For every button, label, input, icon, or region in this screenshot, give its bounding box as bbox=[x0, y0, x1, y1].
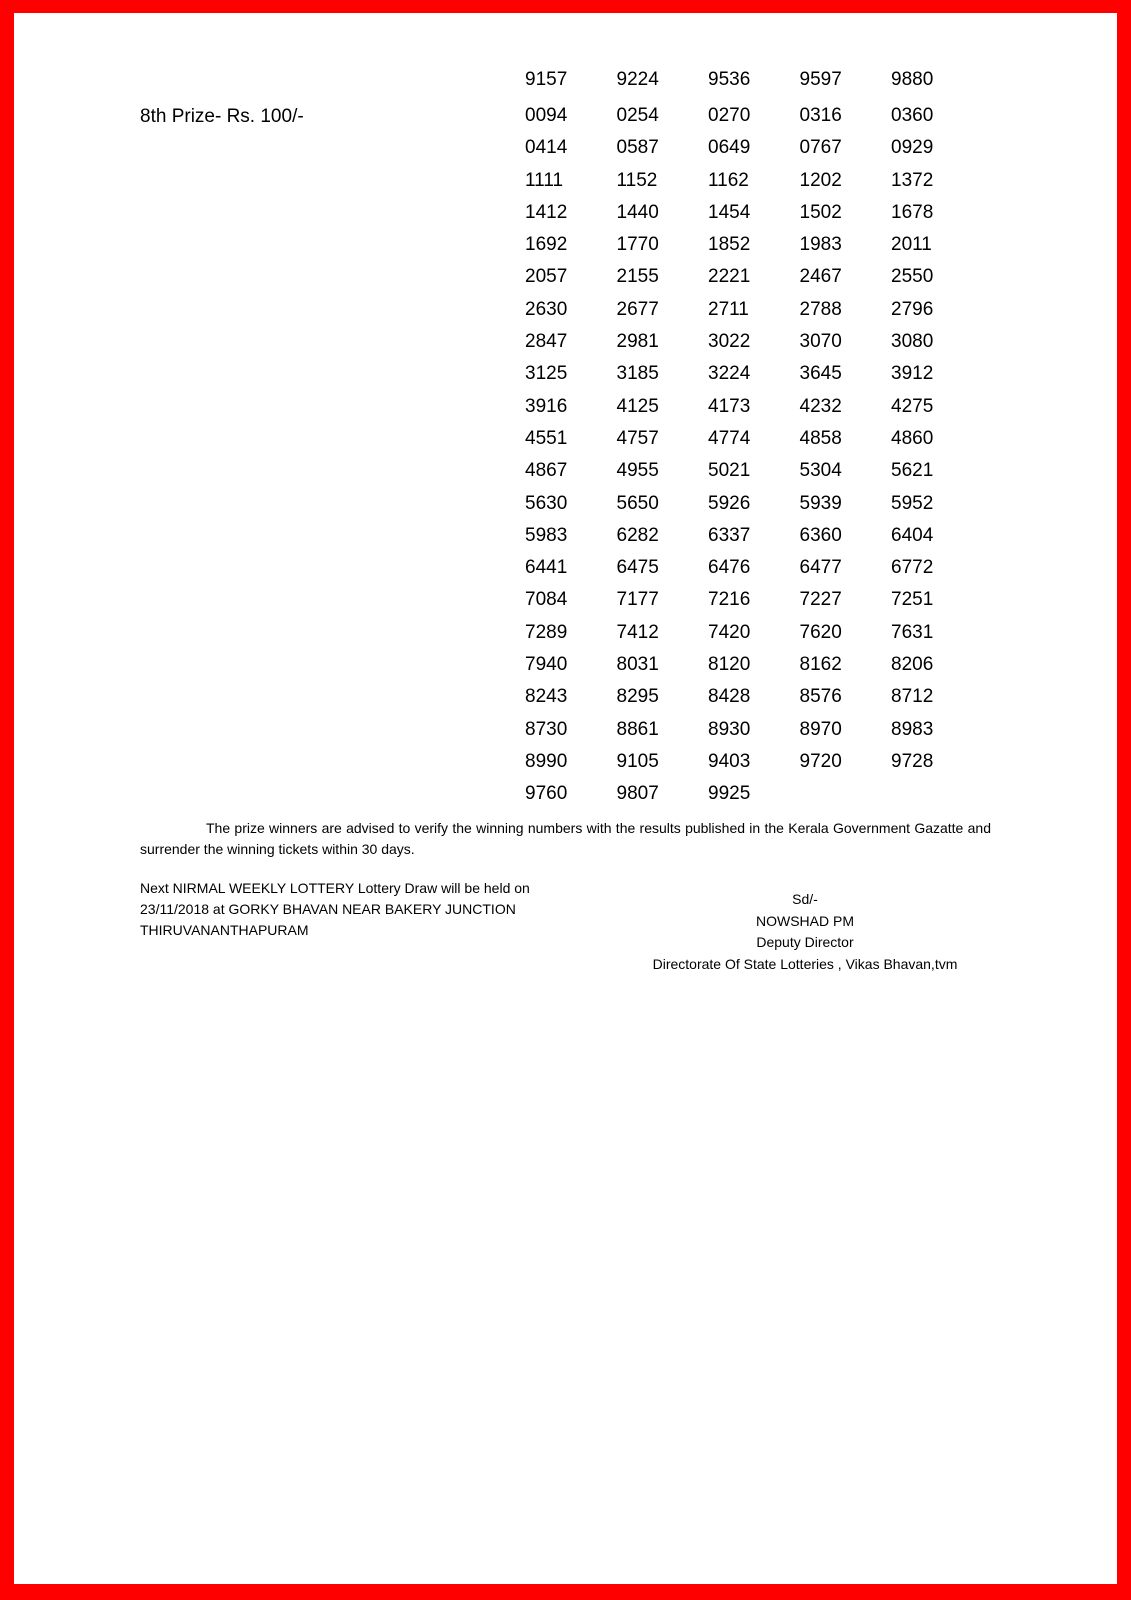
winning-numbers-grid bbox=[525, 102, 985, 813]
number-row bbox=[525, 296, 985, 328]
winning-number: 8428 bbox=[708, 686, 751, 708]
winning-number: 6441 bbox=[525, 557, 568, 579]
number-row bbox=[525, 619, 985, 651]
winning-number: 4173 bbox=[708, 395, 751, 417]
winning-number: 7251 bbox=[891, 589, 934, 611]
number-row bbox=[525, 425, 985, 457]
number-row bbox=[525, 328, 985, 360]
number-row bbox=[525, 134, 985, 166]
winning-number: 5650 bbox=[616, 492, 659, 514]
winning-number: 1202 bbox=[799, 169, 842, 191]
winning-number: 3080 bbox=[891, 331, 934, 353]
number-row bbox=[525, 586, 985, 618]
winning-number: 2155 bbox=[616, 266, 659, 288]
winning-number: 9157 bbox=[525, 69, 568, 90]
winning-number: 4774 bbox=[708, 427, 751, 449]
winning-number: 3022 bbox=[708, 331, 751, 353]
winning-number: 6475 bbox=[616, 557, 659, 579]
number-row bbox=[525, 263, 985, 295]
winning-number: 8031 bbox=[616, 654, 659, 676]
winning-number: 7620 bbox=[799, 621, 842, 643]
winning-number: 1770 bbox=[616, 234, 659, 256]
winning-number: 7940 bbox=[525, 654, 568, 676]
winning-number: 8983 bbox=[891, 718, 934, 740]
continued-numbers-row bbox=[525, 66, 983, 94]
winning-number: 9925 bbox=[708, 783, 751, 805]
number-row bbox=[525, 393, 985, 425]
winning-number: 8295 bbox=[616, 686, 659, 708]
winning-number: 0316 bbox=[799, 105, 842, 126]
winning-number: 2011 bbox=[891, 234, 932, 256]
winning-number: 9760 bbox=[525, 783, 568, 805]
winning-number: 7289 bbox=[525, 621, 568, 643]
signature-sd: Sd/- bbox=[792, 891, 818, 907]
winning-number: 2847 bbox=[525, 331, 568, 353]
winning-number: 5621 bbox=[891, 460, 934, 482]
winning-number: 2981 bbox=[616, 331, 659, 353]
winning-number: 0649 bbox=[708, 137, 751, 159]
winning-number: 5983 bbox=[525, 524, 568, 546]
number-row bbox=[525, 748, 985, 780]
winning-number: 4551 bbox=[525, 427, 568, 449]
winning-number: 7420 bbox=[708, 621, 751, 643]
winning-number: 2711 bbox=[708, 298, 749, 320]
winning-number: 1162 bbox=[708, 169, 749, 191]
prize-label-8th: 8th Prize- Rs. 100/- bbox=[140, 106, 304, 127]
winning-number: 6476 bbox=[708, 557, 751, 579]
winning-number: 3125 bbox=[525, 363, 568, 385]
winning-number: 0270 bbox=[708, 105, 751, 126]
winning-number: 3645 bbox=[799, 363, 842, 385]
winning-number: 2467 bbox=[799, 266, 842, 288]
winning-number: 5952 bbox=[891, 492, 934, 514]
winning-number: 6772 bbox=[891, 557, 934, 579]
winning-number: 3224 bbox=[708, 363, 751, 385]
winning-number: 3916 bbox=[525, 395, 568, 417]
winning-number: 7412 bbox=[616, 621, 659, 643]
winning-number: 9403 bbox=[708, 750, 751, 772]
winning-number: 6477 bbox=[799, 557, 842, 579]
winning-number: 1152 bbox=[616, 169, 658, 191]
winning-number: 9720 bbox=[799, 750, 842, 772]
winning-number: 2057 bbox=[525, 266, 568, 288]
winning-number: 8990 bbox=[525, 750, 568, 772]
winning-number: 0094 bbox=[525, 105, 568, 126]
winning-number: 3912 bbox=[891, 363, 934, 385]
next-draw-line: Next NIRMAL WEEKLY LOTTERY Lottery Draw will be held on bbox=[140, 880, 530, 896]
winning-number: 1440 bbox=[616, 201, 659, 223]
winning-number: 2796 bbox=[891, 298, 934, 320]
winning-number: 9728 bbox=[891, 750, 934, 772]
winning-number: 3070 bbox=[799, 331, 842, 353]
winning-number: 7227 bbox=[799, 589, 842, 611]
winning-number: 2221 bbox=[708, 266, 751, 288]
winning-number: 8243 bbox=[525, 686, 568, 708]
winning-number: 6282 bbox=[616, 524, 659, 546]
winning-number: 7216 bbox=[708, 589, 751, 611]
signatory-office: Directorate Of State Lotteries , Vikas Bhavan,tvm bbox=[652, 955, 958, 972]
winning-number: 0929 bbox=[891, 137, 934, 159]
number-row bbox=[525, 716, 985, 748]
winning-number: 4860 bbox=[891, 427, 934, 449]
winning-number: 4867 bbox=[525, 460, 568, 482]
winning-number: 8576 bbox=[799, 686, 842, 708]
number-row bbox=[525, 457, 985, 489]
number-row bbox=[525, 199, 985, 231]
number-row bbox=[525, 231, 985, 263]
winning-number: 6360 bbox=[799, 524, 842, 546]
winning-number: 0360 bbox=[891, 105, 934, 126]
number-row bbox=[525, 522, 985, 554]
next-draw-info bbox=[140, 878, 580, 941]
winning-number: 4232 bbox=[799, 395, 842, 417]
next-draw-line: THIRUVANANTHAPURAM bbox=[140, 922, 309, 938]
signatory-name: NOWSHAD PM bbox=[756, 912, 854, 929]
winning-number: 4275 bbox=[891, 395, 934, 417]
winning-number: 3185 bbox=[616, 363, 659, 385]
winning-number: 1692 bbox=[525, 234, 568, 256]
winning-number: 0587 bbox=[616, 137, 659, 159]
winning-number: 0254 bbox=[616, 105, 659, 126]
winning-number: 1983 bbox=[799, 234, 842, 256]
winning-number: 6337 bbox=[708, 524, 751, 546]
winning-number: 2550 bbox=[891, 266, 934, 288]
signatory-title: Deputy Director bbox=[756, 934, 854, 950]
winning-number: 5926 bbox=[708, 492, 751, 514]
winning-number: 1678 bbox=[891, 201, 934, 223]
winning-number: 1111 bbox=[525, 169, 564, 191]
winning-number: 1852 bbox=[708, 234, 751, 256]
winning-number: 1412 bbox=[525, 201, 568, 223]
number-row bbox=[525, 360, 985, 392]
winning-number: 7084 bbox=[525, 589, 568, 611]
winning-number: 8930 bbox=[708, 718, 751, 740]
winning-number: 8970 bbox=[799, 718, 842, 740]
signature-block bbox=[590, 889, 1020, 975]
winning-number: 8730 bbox=[525, 718, 568, 740]
winning-number: 6404 bbox=[891, 524, 934, 546]
winning-number: 7631 bbox=[891, 621, 934, 643]
winning-number: 8120 bbox=[708, 654, 751, 676]
winning-number: 9224 bbox=[616, 69, 659, 90]
winning-number: 8206 bbox=[891, 654, 934, 676]
number-row bbox=[525, 490, 985, 522]
winning-number: 9105 bbox=[616, 750, 659, 772]
winning-number: 5939 bbox=[799, 492, 842, 514]
number-row bbox=[525, 102, 985, 134]
winning-number: 9536 bbox=[708, 69, 751, 90]
winning-number: 7177 bbox=[616, 589, 659, 611]
winning-number: 9597 bbox=[799, 69, 842, 90]
winning-number: 5630 bbox=[525, 492, 568, 514]
number-row bbox=[525, 651, 985, 683]
winning-number: 4757 bbox=[616, 427, 659, 449]
winning-number: 4955 bbox=[616, 460, 659, 482]
next-draw-line: 23/11/2018 at GORKY BHAVAN NEAR BAKERY JUNCTION bbox=[140, 901, 516, 917]
winning-number: 5021 bbox=[708, 460, 751, 482]
number-row bbox=[525, 683, 985, 715]
winning-number: 1454 bbox=[708, 201, 751, 223]
winning-number: 4125 bbox=[616, 395, 659, 417]
winning-number: 5304 bbox=[799, 460, 842, 482]
winning-number: 8162 bbox=[799, 654, 842, 676]
winning-number: 4858 bbox=[799, 427, 842, 449]
winning-number: 2677 bbox=[616, 298, 659, 320]
winning-number: 1502 bbox=[799, 201, 842, 223]
number-row bbox=[525, 780, 985, 812]
winning-number: 0414 bbox=[525, 137, 568, 159]
advice-note: The prize winners are advised to verify the winning numbers with the results published in the Kerala Government Gazatte and surrender the winning tickets within 30 days. bbox=[140, 820, 991, 857]
number-row bbox=[525, 167, 985, 199]
winning-number: 2788 bbox=[799, 298, 842, 320]
winning-number: 8861 bbox=[616, 718, 659, 740]
winning-number: 2630 bbox=[525, 298, 568, 320]
winning-number: 1372 bbox=[891, 169, 934, 191]
winning-number: 0767 bbox=[799, 137, 842, 159]
number-row bbox=[525, 554, 985, 586]
winning-number: 9880 bbox=[891, 69, 934, 90]
winning-number: 9807 bbox=[616, 783, 659, 805]
winning-number: 8712 bbox=[891, 686, 934, 708]
